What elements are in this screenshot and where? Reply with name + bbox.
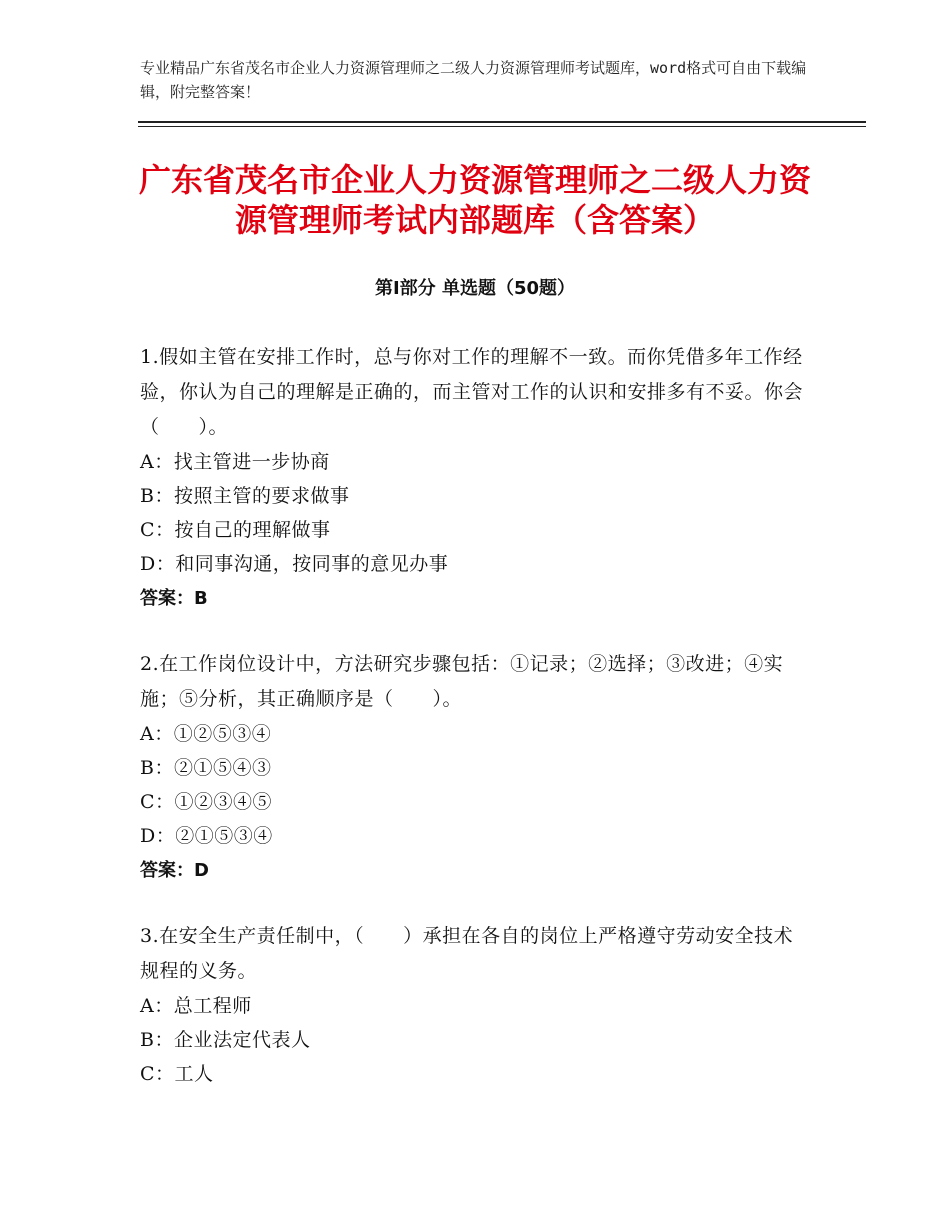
question-1: [140, 340, 810, 617]
option-d: D：②①⑤③④: [140, 825, 273, 847]
option-d: D：和同事沟通，按同事的意见办事: [140, 553, 449, 575]
section-title: 第Ⅰ部分 单选题（50题）: [374, 278, 575, 299]
question-stem: 1.假如主管在安排工作时，总与你对工作的理解不一致。而你凭借多年工作经验，你认为自己的理解是正确的，而主管对工作的认识和安排多有不妥。你会（ ）。: [140, 346, 804, 438]
option-c: C：工人: [140, 1063, 214, 1085]
question-stem: 2.在工作岗位设计中，方法研究步骤包括：①记录；②选择；③改进；④实施；⑤分析，其正确顺序是（ ）。: [140, 653, 784, 710]
answer-line: 答案：D: [140, 860, 209, 881]
question-3: [140, 919, 810, 1091]
question-list: [140, 340, 810, 1121]
header-rule-thin: [138, 126, 866, 127]
answer-line: 答案：B: [140, 588, 208, 609]
option-a: A：找主管进一步协商: [140, 451, 330, 473]
option-b: B：按照主管的要求做事: [140, 485, 350, 507]
header-rule-thick: [138, 121, 866, 123]
option-b: B：企业法定代表人: [140, 1029, 311, 1051]
option-a: A：总工程师: [140, 995, 252, 1017]
question-stem: 3.在安全生产责任制中，（ ）承担在各自的岗位上严格遵守劳动安全技术规程的义务。: [140, 925, 794, 982]
option-a: A：①②⑤③④: [140, 723, 272, 745]
document-title: 广东省茂名市企业人力资源管理师之二级人力资源管理师考试内部题库（含答案）: [138, 161, 811, 239]
header-note: 专业精品广东省茂名市企业人力资源管理师之二级人力资源管理师考试题库，word格式可自由下载编辑，附完整答案！: [140, 59, 807, 101]
question-2: [140, 647, 810, 889]
option-b: B：②①⑤④③: [140, 757, 272, 779]
option-c: C：①②③④⑤: [140, 791, 273, 813]
option-c: C：按自己的理解做事: [140, 519, 331, 541]
